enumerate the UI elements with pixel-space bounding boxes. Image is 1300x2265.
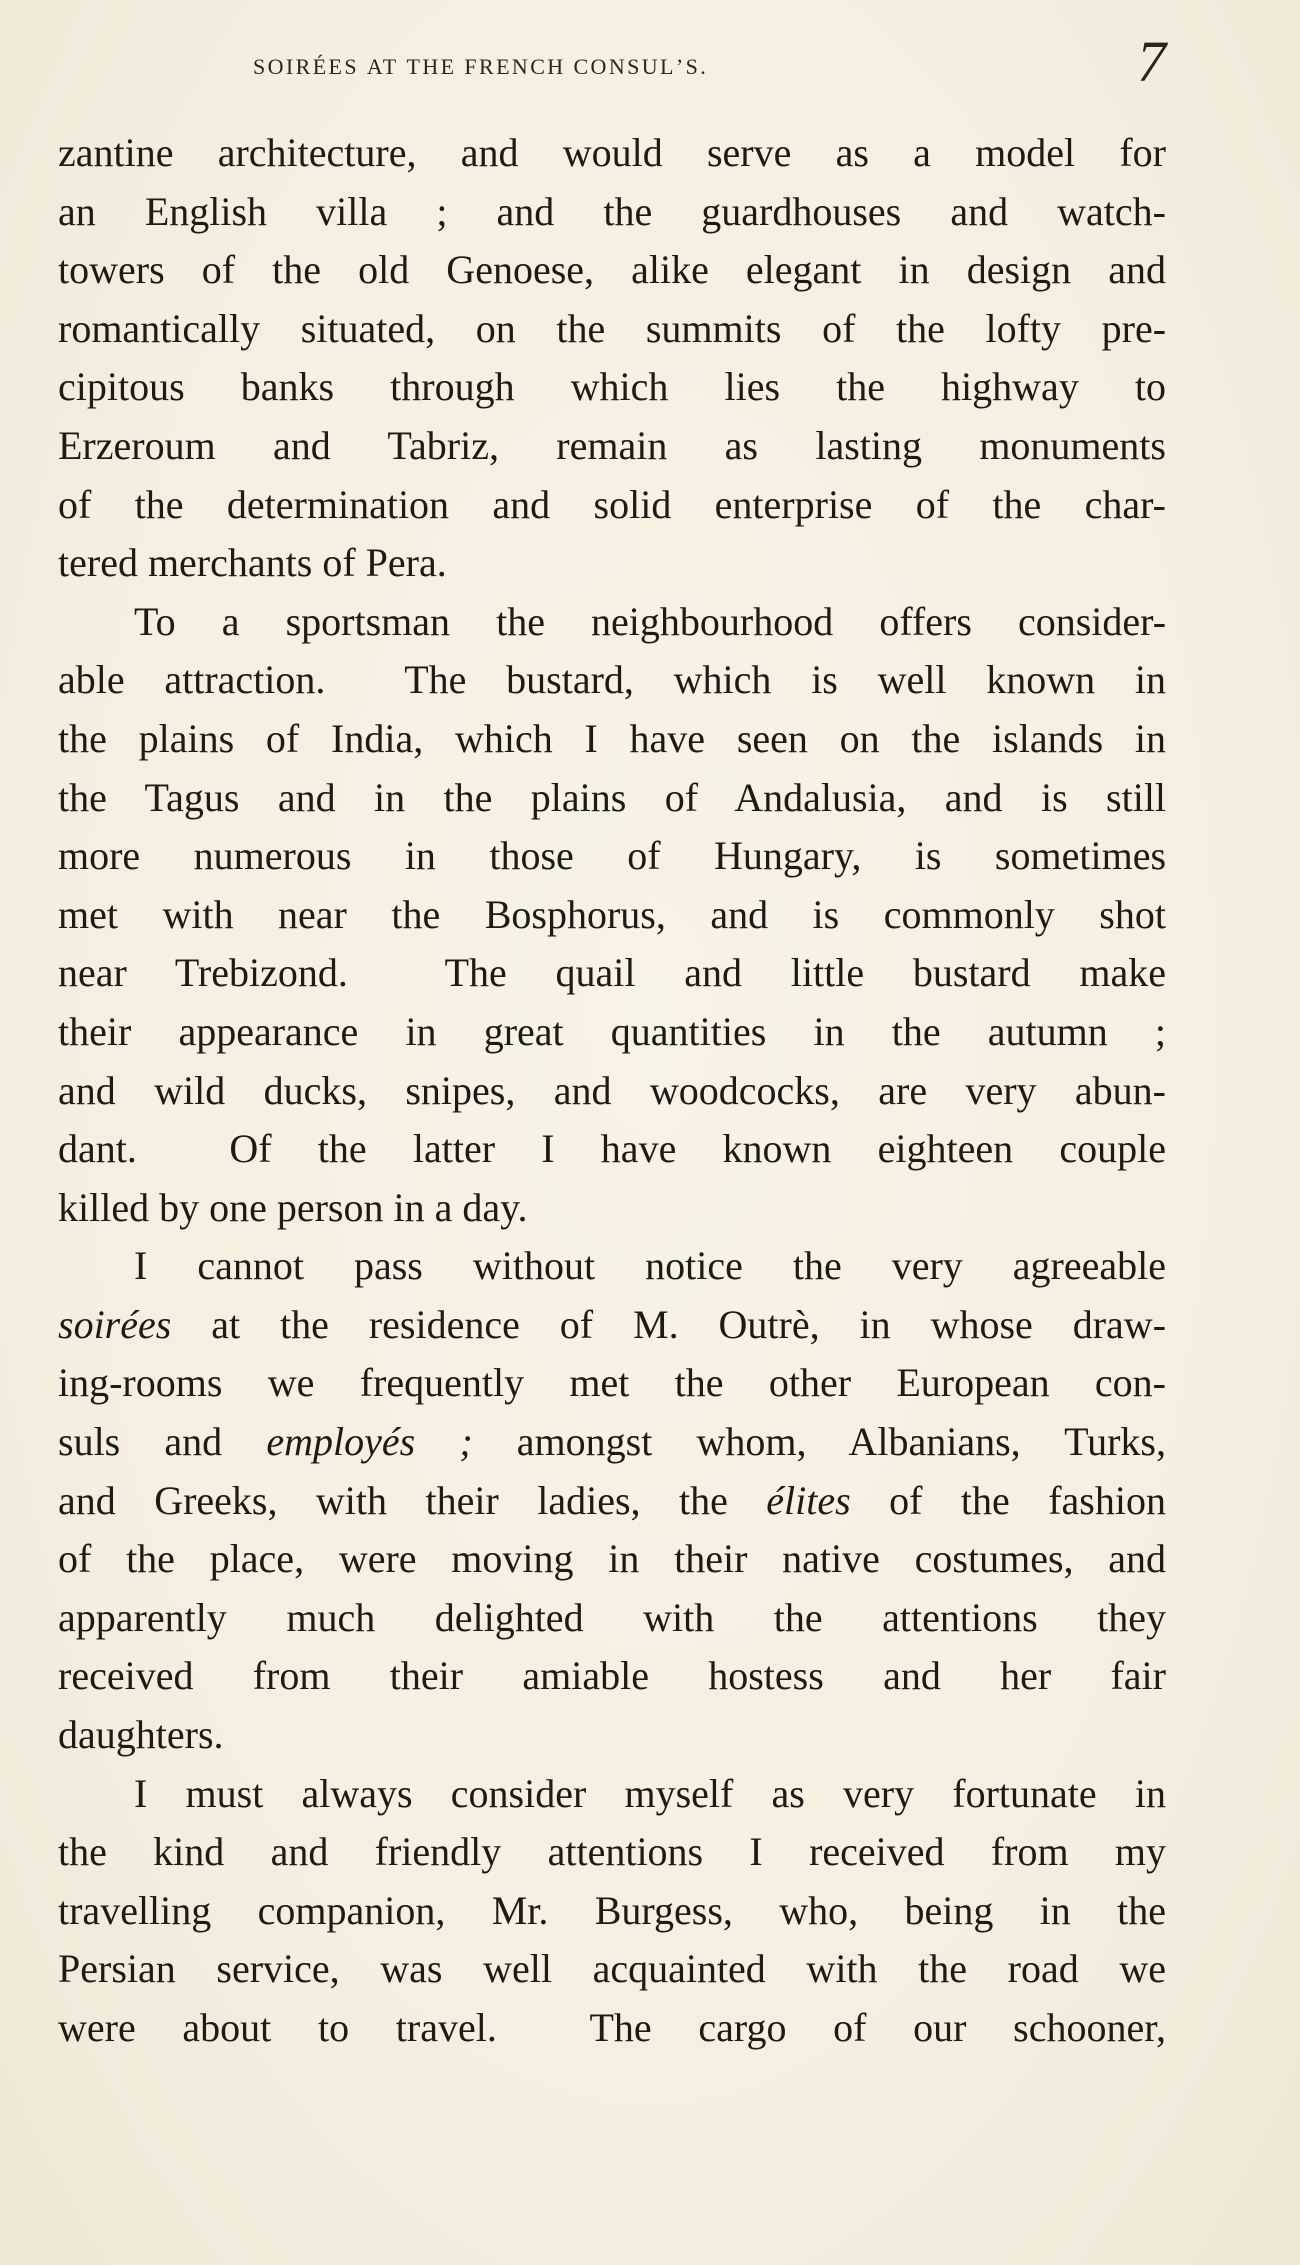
text-line: dant. Of the latter I have known eighteen couple — [58, 1126, 1167, 1172]
text-line: of the determination and solid enterprise of the char- — [58, 481, 1166, 527]
text-line: the plains of India, which I have seen on the islands in — [58, 715, 1167, 761]
paragraph-start-line: I must always consider myself as very fortunate in — [134, 1770, 1166, 1816]
text-line: the kind and friendly attentions I received from my — [58, 1829, 1166, 1875]
text-line: met with near the Bosphorus, and is commonly shot — [58, 891, 1166, 937]
text-line: able attraction. The bustard, which is well known in — [58, 657, 1167, 703]
paragraph-start-line: To a sportsman the neighbourhood offers consider- — [134, 598, 1167, 644]
italic-term: employés ; — [266, 1419, 473, 1465]
text-line: killed by one person in a day. — [58, 1184, 528, 1230]
text-line: Persian service, was well acquainted with the road we — [58, 1946, 1166, 1992]
text-line: Erzeroum and Tabriz, remain as lasting monuments — [58, 422, 1166, 468]
text-line: of the place, were moving in their native costumes, and — [58, 1536, 1167, 1582]
text-line: were about to travel. The cargo of our schooner, — [58, 2005, 1166, 2050]
text-line: the Tagus and in the plains of Andalusia, and is still — [58, 774, 1167, 820]
text-line: soirées at the residence of M. Outrè, in whose draw- — [58, 1301, 1167, 1347]
running-head — [58, 28, 1166, 98]
text-line: daughters. — [58, 1712, 224, 1758]
text-line: towers of the old Genoese, alike elegant in design and — [58, 247, 1166, 293]
text-line: their appearance in great quantities in the autumn ; — [58, 1008, 1167, 1054]
text-line: and wild ducks, snipes, and woodcocks, are very abun- — [58, 1067, 1166, 1113]
text-line: cipitous banks through which lies the highway to — [58, 364, 1167, 410]
paragraph-start-line: I cannot pass without notice the very agreeable — [134, 1243, 1167, 1289]
text-line: zantine architecture, and would serve as a model for — [58, 130, 1167, 175]
page-number: 7 — [1137, 29, 1166, 94]
italic-term: élites — [766, 1477, 851, 1523]
text-line: travelling companion, Mr. Burgess, who, being in the — [58, 1887, 1166, 1933]
text-line: received from their amiable hostess and her fair — [58, 1653, 1166, 1699]
text-line: and Greeks, with their ladies, the élites of the fashion — [58, 1477, 1166, 1523]
text-line: apparently much delighted with the attentions they — [58, 1594, 1167, 1640]
text-line: romantically situated, on the summits of the lofty pre- — [58, 305, 1167, 351]
running-head-title: soirées at the french consul’s. — [253, 46, 709, 81]
text-line: ing-rooms we frequently met the other European con- — [58, 1360, 1166, 1406]
italic-term: soirées — [58, 1301, 172, 1347]
text-line: near Trebizond. The quail and little bustard make — [58, 950, 1166, 996]
text-line: more numerous in those of Hungary, is sometimes — [58, 833, 1167, 879]
text-line: an English villa ; and the guardhouses and watch- — [58, 188, 1166, 234]
body-text — [58, 124, 1166, 2058]
text-line: tered merchants of Pera. — [58, 540, 447, 586]
text-line: suls and employés ; amongst whom, Albanians, Turks, — [58, 1419, 1166, 1465]
